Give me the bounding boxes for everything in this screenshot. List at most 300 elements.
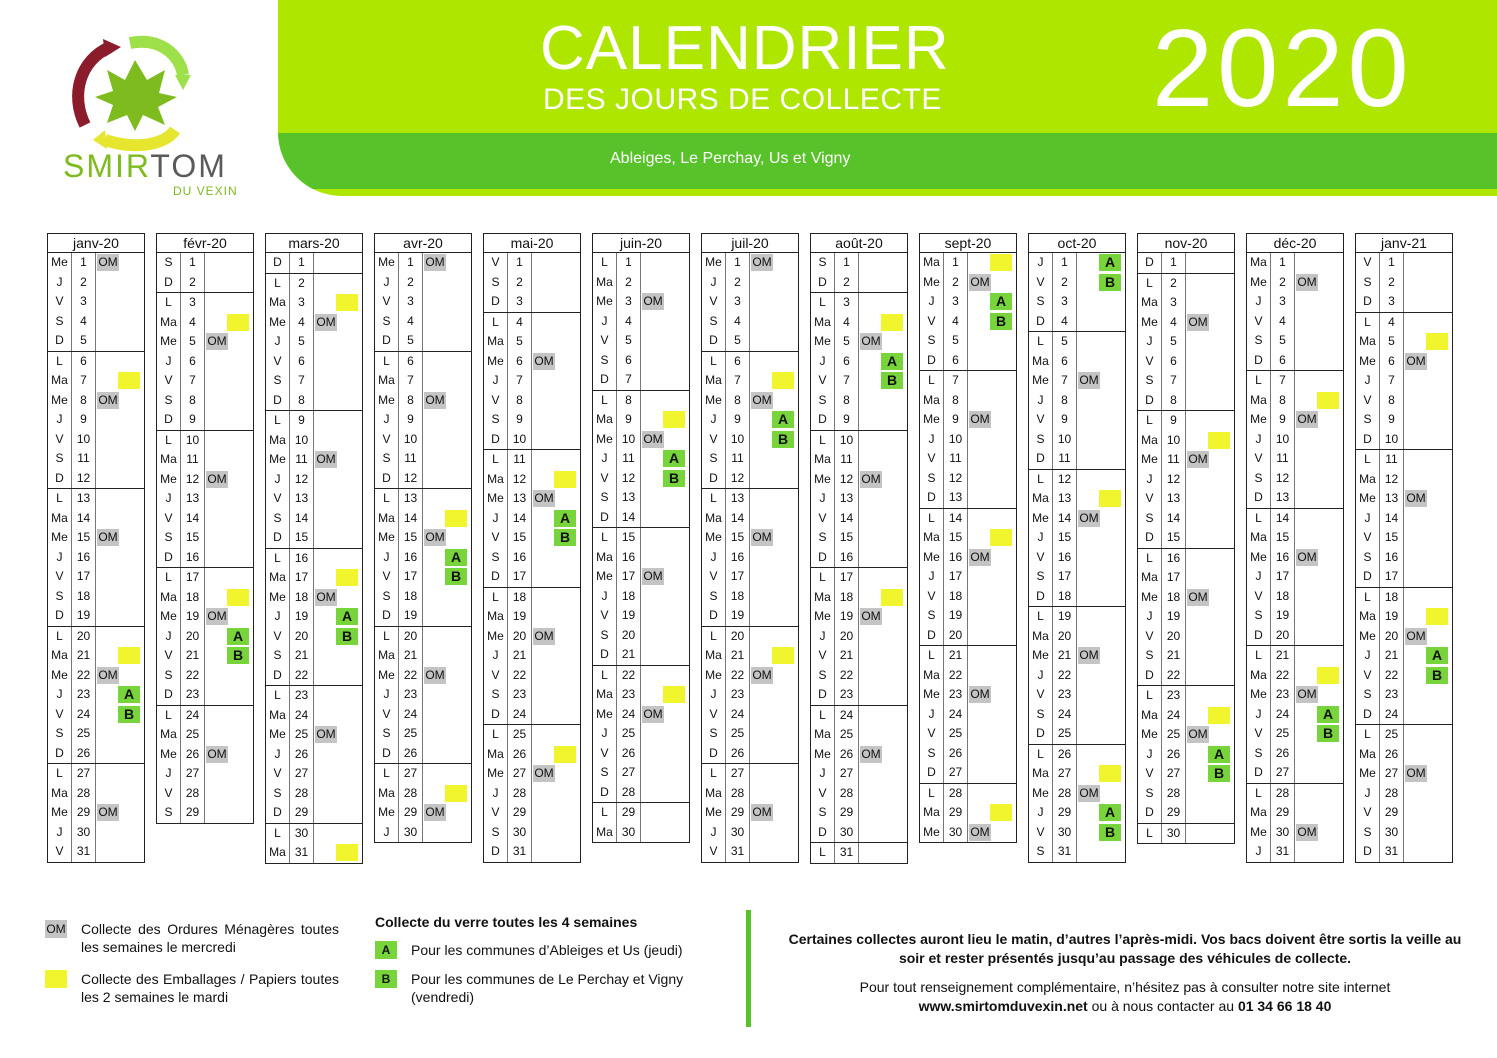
day-row [1247,705,1343,725]
day-number: 26 [835,745,859,765]
day-of-week: Ma [48,509,72,529]
day-row [1356,627,1452,647]
month-column [1028,233,1126,863]
day-row [1247,724,1343,744]
day-number: 31 [290,843,314,863]
day-number: 22 [726,666,750,686]
day-number: 20 [1053,627,1077,647]
day-of-week: L [1247,371,1271,391]
day-number: 27 [399,764,423,784]
day-number: 12 [1380,470,1404,490]
day-of-week: S [484,685,508,705]
day-number: 6 [1053,352,1077,372]
day-number: 17 [72,567,96,587]
day-of-week: S [266,646,290,666]
day-of-week: V [1029,685,1053,705]
day-number: 15 [726,528,750,548]
day-of-week: V [375,705,399,725]
emballages-marker [554,471,576,488]
day-number: 7 [726,371,750,391]
day-of-week: V [48,842,72,862]
logo-tom: TOM [150,148,227,184]
day-row [1247,508,1343,529]
day-of-week: V [1247,724,1271,744]
day-of-week: Ma [1247,803,1271,823]
day-row [48,509,144,529]
day-row [484,685,580,705]
day-of-week: S [702,449,726,469]
day-number: 9 [944,410,968,430]
day-row [1138,706,1234,726]
day-row [48,784,144,804]
day-row [1138,764,1234,784]
day-of-week: D [375,331,399,351]
day-number: 8 [290,391,314,411]
day-row [48,823,144,843]
om-marker: OM [861,334,881,348]
day-row [1356,273,1452,293]
day-of-week: L [484,725,508,745]
day-of-week: Me [702,803,726,823]
day-of-week: L [702,489,726,509]
day-of-week: Ma [593,685,617,705]
day-of-week: Me [702,391,726,411]
day-of-week: S [157,803,181,823]
day-row [375,331,471,351]
om-marker: OM [752,805,772,819]
day-number: 4 [72,312,96,332]
day-number: 16 [835,548,859,568]
day-number: 28 [726,784,750,804]
day-row [1029,646,1125,666]
day-number: 1 [1053,253,1077,273]
day-number: 21 [72,646,96,666]
verre-marker: B [445,568,467,585]
day-number: 13 [1162,489,1186,509]
om-marker: OM [534,491,554,505]
day-of-week: J [1029,803,1053,823]
day-of-week: D [920,351,944,371]
day-of-week: Me [48,666,72,686]
day-of-week: Ma [920,528,944,548]
day-row [484,470,580,490]
day-number: 2 [399,273,423,293]
day-row [1247,823,1343,843]
day-number: 29 [726,803,750,823]
day-row [157,292,253,313]
day-of-week: Me [375,666,399,686]
day-number: 7 [1053,371,1077,391]
day-number: 24 [290,706,314,726]
day-number: 5 [1162,332,1186,352]
verre-marker: B [1099,274,1121,291]
day-number: 11 [1380,450,1404,470]
month-title: mai-20 [484,234,580,253]
day-number: 26 [181,745,205,765]
day-row [702,626,798,647]
day-row [1029,784,1125,804]
om-marker: OM [98,667,118,682]
day-number: 20 [1271,626,1295,646]
day-of-week: V [1356,253,1380,273]
website-link[interactable]: www.smirtomduvexin.net [918,998,1088,1014]
day-number: 22 [508,666,532,686]
day-of-week: L [1138,411,1162,431]
day-number: 10 [1053,430,1077,450]
day-row [920,508,1016,529]
day-row [1356,449,1452,470]
day-of-week: Ma [375,646,399,666]
day-number: 7 [617,370,641,390]
day-of-week: Ma [811,725,835,745]
day-row [1138,685,1234,706]
month-column [592,233,690,843]
day-number: 15 [1380,528,1404,548]
day-number: 11 [1162,450,1186,470]
day-number: 13 [1271,488,1295,508]
day-row [484,627,580,647]
verre-marker: A [1426,647,1448,664]
day-row [1029,548,1125,568]
day-row [375,430,471,450]
day-row [157,528,253,548]
day-number: 18 [290,588,314,608]
om-marker: OM [1079,510,1099,525]
om-marker: OM [534,353,554,368]
day-of-week: J [1138,745,1162,765]
day-number: 13 [617,488,641,508]
day-number: 11 [617,449,641,469]
day-number: 1 [835,253,859,273]
day-of-week: J [266,745,290,765]
day-of-week: V [48,292,72,312]
om-marker: OM [970,274,990,289]
day-of-week: J [266,470,290,490]
day-row [484,842,580,862]
day-number: 28 [617,783,641,803]
day-of-week: Me [484,352,508,372]
day-of-week: Ma [375,371,399,391]
day-of-week: S [1247,606,1271,626]
day-row [702,685,798,705]
day-number: 15 [617,528,641,548]
day-number: 26 [1162,745,1186,765]
day-of-week: V [702,842,726,862]
day-number: 30 [508,823,532,843]
day-number: 16 [1380,548,1404,568]
day-of-week: L [920,784,944,804]
day-number: 5 [944,331,968,351]
day-of-week: J [484,509,508,529]
day-number: 21 [1162,646,1186,666]
day-row [266,431,362,451]
day-of-week: L [702,627,726,647]
day-of-week: V [1247,449,1271,469]
day-of-week: J [1247,292,1271,312]
day-of-week: Me [1138,588,1162,608]
day-number: 8 [1053,391,1077,411]
calendar-title: CALENDRIER [540,14,950,83]
day-number: 4 [290,313,314,333]
verre-a-swatch: A [375,941,397,959]
day-of-week: V [375,292,399,312]
day-of-week: S [484,410,508,430]
day-of-week: V [266,627,290,647]
day-of-week: Ma [1247,528,1271,548]
day-number: 28 [181,784,205,804]
day-row [1029,410,1125,430]
day-row [266,843,362,863]
day-number: 10 [617,430,641,450]
month-column [919,233,1017,843]
om-marker: OM [1188,589,1208,604]
day-of-week: Ma [484,470,508,490]
day-row [484,784,580,804]
day-row [48,567,144,587]
day-row [48,724,144,744]
day-number: 6 [399,352,423,372]
day-of-week: V [1138,489,1162,509]
day-row [1247,312,1343,332]
day-number: 17 [399,567,423,587]
om-marker: OM [643,706,663,721]
day-row [266,548,362,569]
day-number: 17 [1162,568,1186,588]
day-of-week: L [1356,588,1380,608]
month-title: mars-20 [266,234,362,253]
day-number: 13 [72,489,96,509]
day-of-week: Me [1138,313,1162,333]
day-number: 11 [726,449,750,469]
day-number: 20 [290,627,314,647]
day-number: 29 [1380,803,1404,823]
day-number: 31 [1380,842,1404,862]
day-of-week: S [157,253,181,273]
day-number: 7 [508,371,532,391]
day-number: 28 [1053,784,1077,804]
day-of-week: D [1356,705,1380,725]
day-row [1029,528,1125,548]
footer-divider [746,910,751,1027]
day-of-week: V [811,784,835,804]
day-of-week: J [48,273,72,293]
day-number: 22 [72,666,96,686]
day-number: 29 [290,803,314,823]
day-row [266,273,362,294]
om-marker: OM [425,530,445,544]
day-row [266,332,362,352]
day-number: 3 [399,292,423,312]
day-of-week: V [593,606,617,626]
day-row [484,666,580,686]
day-of-week: J [48,685,72,705]
day-number: 14 [1162,509,1186,529]
om-marker: OM [752,530,772,544]
om-marker: OM [861,471,881,486]
day-of-week: Me [266,588,290,608]
day-number: 15 [72,528,96,548]
verre-b-text: Pour les communes de Le Perchay et Vigny (vendredi) [411,971,684,1005]
day-number: 23 [726,685,750,705]
day-row [702,666,798,686]
day-number: 26 [72,744,96,764]
emballages-marker [1317,667,1339,684]
day-of-week: V [375,567,399,587]
day-number: 10 [1380,430,1404,450]
day-number: 29 [617,803,641,823]
day-row [1029,469,1125,490]
day-row [1247,606,1343,626]
day-row [1247,666,1343,686]
day-row [702,488,798,509]
verre-marker: A [772,411,794,428]
verre-marker: B [1426,667,1448,684]
om-marker: OM [752,255,772,269]
phone-number[interactable]: 01 34 66 18 40 [1237,998,1332,1014]
day-of-week: S [1356,823,1380,843]
day-of-week: S [593,626,617,646]
day-of-week: Ma [1138,706,1162,726]
day-number: 19 [290,607,314,627]
day-of-week: Ma [1247,253,1271,273]
day-number: 27 [835,764,859,784]
logo-tagline: DU VEXIN [173,184,238,198]
day-number: 3 [617,292,641,312]
logo-smir: SMIR [63,148,151,184]
day-number: 27 [290,764,314,784]
day-row [48,312,144,332]
day-of-week: L [811,706,835,726]
day-number: 24 [1271,705,1295,725]
day-of-week: L [920,646,944,666]
day-row [48,666,144,686]
day-of-week: L [811,568,835,588]
day-of-week: D [375,606,399,626]
day-number: 18 [726,587,750,607]
day-of-week: Ma [48,371,72,391]
day-of-week: Ma [593,273,617,293]
day-of-week: J [593,587,617,607]
day-row [1029,253,1125,273]
day-of-week: L [593,253,617,273]
day-of-week: J [375,823,399,843]
day-number: 26 [399,744,423,764]
day-row [920,685,1016,705]
om-marker: OM [1188,727,1208,741]
day-number: 27 [72,764,96,784]
day-of-week: L [811,293,835,313]
day-row [920,803,1016,823]
day-row [484,430,580,450]
day-row [920,548,1016,568]
day-row [484,352,580,372]
day-row [266,253,362,273]
day-number: 26 [1053,745,1077,765]
day-of-week: Ma [1029,627,1053,647]
day-number: 20 [181,627,205,647]
day-row [484,646,580,666]
day-number: 28 [72,784,96,804]
day-row [811,842,907,863]
day-number: 10 [290,431,314,451]
day-number: 23 [508,685,532,705]
day-of-week: Ma [1138,568,1162,588]
day-of-week: Me [593,567,617,587]
day-of-week: V [157,646,181,666]
day-number: 19 [1053,607,1077,627]
day-row [1356,509,1452,529]
day-number: 20 [835,627,859,647]
day-row [593,626,689,646]
emballages-marker [663,411,685,428]
om-marker: OM [316,589,336,604]
day-row [1356,489,1452,509]
day-of-week: J [1138,470,1162,490]
day-row [48,528,144,548]
emballages-marker [1426,608,1448,625]
day-number: 29 [835,803,859,823]
day-number: 1 [508,253,532,273]
day-number: 23 [835,685,859,705]
day-row [484,764,580,784]
day-of-week: Me [1247,685,1271,705]
day-number: 2 [1271,273,1295,293]
day-of-week: D [484,292,508,312]
day-row [1247,430,1343,450]
day-row [484,371,580,391]
day-of-week: Me [157,607,181,627]
day-of-week: S [48,724,72,744]
day-row [1247,331,1343,351]
day-of-week: J [593,449,617,469]
day-number: 15 [1162,528,1186,548]
day-row [1247,626,1343,646]
day-number: 23 [617,685,641,705]
day-of-week: Ma [920,666,944,686]
day-of-week: Ma [811,313,835,333]
day-row [1138,371,1234,391]
day-row [1138,588,1234,608]
day-number: 4 [835,313,859,333]
day-of-week: Me [1138,725,1162,745]
day-number: 21 [399,646,423,666]
day-row [266,627,362,647]
day-number: 2 [290,274,314,294]
day-of-week: V [48,705,72,725]
day-of-week: J [811,764,835,784]
day-number: 13 [290,489,314,509]
day-row [157,705,253,726]
day-row [484,528,580,548]
day-row [1356,705,1452,725]
day-of-week: Ma [593,410,617,430]
communes-label: Ableiges, Le Perchay, Us et Vigny [610,150,851,167]
day-of-week: D [1247,626,1271,646]
day-number: 28 [835,784,859,804]
day-of-week: Ma [702,784,726,804]
day-of-week: S [1138,371,1162,391]
day-row [157,313,253,333]
day-row [702,763,798,784]
day-of-week: S [920,606,944,626]
day-row [48,685,144,705]
verre-b-swatch: B [375,970,397,988]
day-of-week: D [702,606,726,626]
day-of-week: D [157,685,181,705]
day-of-week: Ma [266,431,290,451]
day-of-week: J [1029,666,1053,686]
day-row [1138,470,1234,490]
